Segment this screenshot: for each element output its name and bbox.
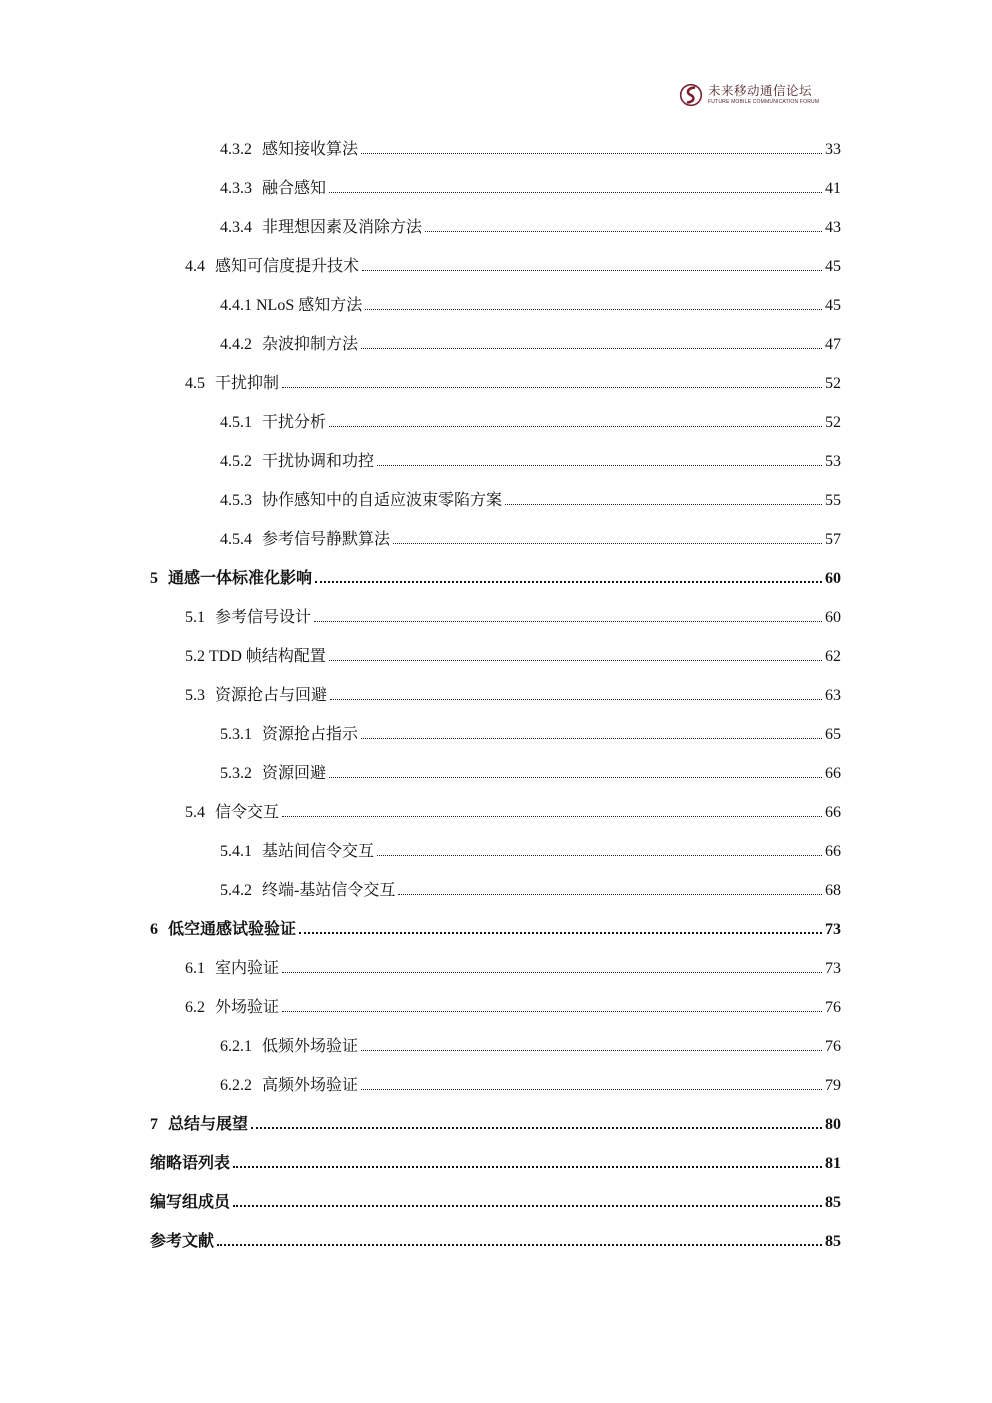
dot-leader xyxy=(377,464,822,466)
toc-entry-page: 66 xyxy=(825,843,841,860)
toc-entry-number: 4.3.4 xyxy=(220,219,252,236)
toc-entry-title: 干扰分析 xyxy=(262,414,327,431)
toc-entry-title: 高频外场验证 xyxy=(262,1077,359,1094)
toc-entry-number: 7 xyxy=(150,1116,158,1133)
toc-entry-number: 6.1 xyxy=(185,960,205,977)
toc-entry-page: 80 xyxy=(825,1116,841,1133)
toc-entry-title: TDD 帧结构配置 xyxy=(209,648,326,665)
toc-entry-number: 6.2 xyxy=(185,999,205,1016)
dot-leader xyxy=(361,1049,822,1051)
toc-entry-title: NLoS 感知方法 xyxy=(256,297,363,314)
toc-entry-title: 资源抢占指示 xyxy=(262,726,359,743)
dot-leader xyxy=(282,815,822,817)
toc-entry-title: 信令交互 xyxy=(215,804,280,821)
toc-entry-page: 68 xyxy=(825,882,841,899)
toc-entry[interactable] xyxy=(150,481,841,520)
toc-entry-title: 融合感知 xyxy=(262,180,327,197)
toc-entry[interactable] xyxy=(150,832,841,871)
toc-entry-page: 41 xyxy=(825,180,841,197)
toc-entry-number: 4.4.2 xyxy=(220,336,252,353)
toc-entry-number: 6 xyxy=(150,921,158,938)
toc-entry[interactable] xyxy=(150,871,841,910)
toc-entry-page: 81 xyxy=(825,1155,841,1172)
toc-entry[interactable] xyxy=(150,598,841,637)
toc-entry-title: 通感一体标准化影响 xyxy=(168,570,313,587)
dot-leader xyxy=(330,698,822,700)
toc-entry-number: 5.3 xyxy=(185,687,205,704)
toc-entry-number: 5.3.2 xyxy=(220,765,252,782)
toc-entry-number: 5.3.1 xyxy=(220,726,252,743)
toc-entry-page: 60 xyxy=(825,609,841,626)
logo-wordmark xyxy=(708,85,819,105)
toc-entry-title: 干扰协调和功控 xyxy=(262,453,375,470)
dot-leader xyxy=(329,191,822,193)
toc-entry[interactable] xyxy=(150,715,841,754)
dot-leader xyxy=(361,347,822,349)
toc-entry-title: 感知可信度提升技术 xyxy=(215,258,360,275)
dot-leader xyxy=(315,580,822,583)
dot-leader xyxy=(365,308,822,310)
dot-leader xyxy=(314,620,822,622)
dot-leader xyxy=(282,386,822,388)
toc-entry-title: 编写组成员 xyxy=(150,1194,231,1211)
toc-entry-number: 4.3.3 xyxy=(220,180,252,197)
swirl-logo-icon xyxy=(679,83,703,107)
dot-leader xyxy=(329,659,822,661)
toc-entry[interactable] xyxy=(150,676,841,715)
toc-entry-page: 85 xyxy=(825,1194,841,1211)
toc-entry-number: 5.1 xyxy=(185,609,205,626)
toc-entry-page: 43 xyxy=(825,219,841,236)
toc-entry-title: 外场验证 xyxy=(215,999,280,1016)
toc-entry-title: 基站间信令交互 xyxy=(262,843,375,860)
toc-entry[interactable] xyxy=(150,1066,841,1105)
toc-entry[interactable] xyxy=(150,754,841,793)
toc-entry[interactable] xyxy=(150,949,841,988)
dot-leader xyxy=(361,737,822,739)
toc-entry-title: 杂波抑制方法 xyxy=(262,336,359,353)
toc-entry-number: 4.5.1 xyxy=(220,414,252,431)
toc-entry-number: 6.2.2 xyxy=(220,1077,252,1094)
toc-entry-page: 33 xyxy=(825,141,841,158)
toc-entry[interactable] xyxy=(150,988,841,1027)
toc-entry-page: 45 xyxy=(825,297,841,314)
toc-entry-page: 52 xyxy=(825,414,841,431)
toc-entry-page: 66 xyxy=(825,765,841,782)
toc-entry[interactable] xyxy=(150,793,841,832)
toc-entry-page: 62 xyxy=(825,648,841,665)
toc-entry-title: 非理想因素及消除方法 xyxy=(262,219,423,236)
dot-leader xyxy=(217,1243,822,1246)
toc-entry-title: 参考文献 xyxy=(150,1233,215,1250)
toc-entry-number: 4.4.1 xyxy=(220,297,252,314)
toc-entry-number: 4.4 xyxy=(185,258,205,275)
toc-chapter-entry[interactable] xyxy=(150,910,841,949)
dot-leader xyxy=(398,893,822,895)
toc-entry-title: 感知接收算法 xyxy=(262,141,359,158)
dot-leader xyxy=(377,854,822,856)
toc-entry-title: 总结与展望 xyxy=(168,1116,249,1133)
toc-entry-title: 低频外场验证 xyxy=(262,1038,359,1055)
toc-entry-title: 参考信号设计 xyxy=(215,609,312,626)
toc-entry[interactable] xyxy=(150,247,841,286)
toc-entry[interactable] xyxy=(150,169,841,208)
toc-entry-page: 60 xyxy=(825,570,841,587)
dot-leader xyxy=(329,776,822,778)
toc-entry-number: 5.4.2 xyxy=(220,882,252,899)
toc-entry-page: 79 xyxy=(825,1077,841,1094)
toc-entry-number: 4.5.3 xyxy=(220,492,252,509)
toc-entry[interactable] xyxy=(150,364,841,403)
toc-entry[interactable] xyxy=(150,403,841,442)
toc-chapter-entry[interactable] xyxy=(150,1105,841,1144)
toc-entry-number: 4.3.2 xyxy=(220,141,252,158)
toc-entry-page: 66 xyxy=(825,804,841,821)
dot-leader xyxy=(329,425,822,427)
logo-name-cn: 未来移动通信论坛 xyxy=(708,84,813,99)
toc-entry-title: 参考信号静默算法 xyxy=(262,531,391,548)
toc-chapter-entry[interactable] xyxy=(150,1183,841,1222)
toc-entry-page: 55 xyxy=(825,492,841,509)
toc-entry-page: 76 xyxy=(825,1038,841,1055)
toc-entry[interactable] xyxy=(150,520,841,559)
logo-name-en: FUTURE MOBILE COMMUNICATION FORUM xyxy=(708,98,820,105)
toc-entry-page: 53 xyxy=(825,453,841,470)
forum-logo xyxy=(679,82,821,108)
toc-entry-title: 缩略语列表 xyxy=(150,1155,231,1172)
toc-entry[interactable] xyxy=(150,442,841,481)
dot-leader xyxy=(361,1088,822,1090)
toc-entry-number: 5.4.1 xyxy=(220,843,252,860)
toc-entry-number: 4.5 xyxy=(185,375,205,392)
dot-leader xyxy=(393,542,822,544)
toc-entry-page: 63 xyxy=(825,687,841,704)
dot-leader xyxy=(361,152,822,154)
dot-leader xyxy=(251,1126,822,1129)
toc-entry[interactable] xyxy=(150,208,841,247)
toc-entry-page: 76 xyxy=(825,999,841,1016)
toc-entry-title: 资源回避 xyxy=(262,765,327,782)
toc-entry-number: 6.2.1 xyxy=(220,1038,252,1055)
toc-entry-number: 4.5.2 xyxy=(220,453,252,470)
toc-chapter-entry[interactable] xyxy=(150,559,841,598)
toc-entry-number: 5.4 xyxy=(185,804,205,821)
toc-entry-number: 4.5.4 xyxy=(220,531,252,548)
dot-leader xyxy=(233,1165,822,1168)
toc-entry[interactable] xyxy=(150,325,841,364)
toc-entry-page: 65 xyxy=(825,726,841,743)
toc-entry[interactable] xyxy=(150,130,841,169)
toc-entry-title: 资源抢占与回避 xyxy=(215,687,328,704)
toc-entry-page: 47 xyxy=(825,336,841,353)
toc-entry-page: 57 xyxy=(825,531,841,548)
toc-entry-page: 73 xyxy=(825,960,841,977)
toc-entry-page: 45 xyxy=(825,258,841,275)
toc-entry-number: 5.2 xyxy=(185,648,205,665)
toc-entry-title: 室内验证 xyxy=(215,960,280,977)
toc-entry-page: 85 xyxy=(825,1233,841,1250)
toc-entry[interactable] xyxy=(150,1027,841,1066)
dot-leader xyxy=(425,230,822,232)
dot-leader xyxy=(299,931,822,934)
toc-entry-number: 5 xyxy=(150,570,158,587)
toc-entry-title: 终端-基站信令交互 xyxy=(262,882,396,899)
dot-leader xyxy=(233,1204,822,1207)
toc-entry-title: 干扰抑制 xyxy=(215,375,280,392)
table-of-contents xyxy=(150,130,841,1261)
toc-entry[interactable] xyxy=(150,637,841,676)
toc-entry[interactable] xyxy=(150,286,841,325)
dot-leader xyxy=(282,1010,822,1012)
toc-chapter-entry[interactable] xyxy=(150,1222,841,1261)
toc-entry-page: 52 xyxy=(825,375,841,392)
toc-entry-page: 73 xyxy=(825,921,841,938)
toc-chapter-entry[interactable] xyxy=(150,1144,841,1183)
dot-leader xyxy=(505,503,822,505)
dot-leader xyxy=(282,971,822,973)
dot-leader xyxy=(362,269,822,271)
toc-entry-title: 协作感知中的自适应波束零陷方案 xyxy=(262,492,503,509)
toc-entry-title: 低空通感试验验证 xyxy=(168,921,297,938)
